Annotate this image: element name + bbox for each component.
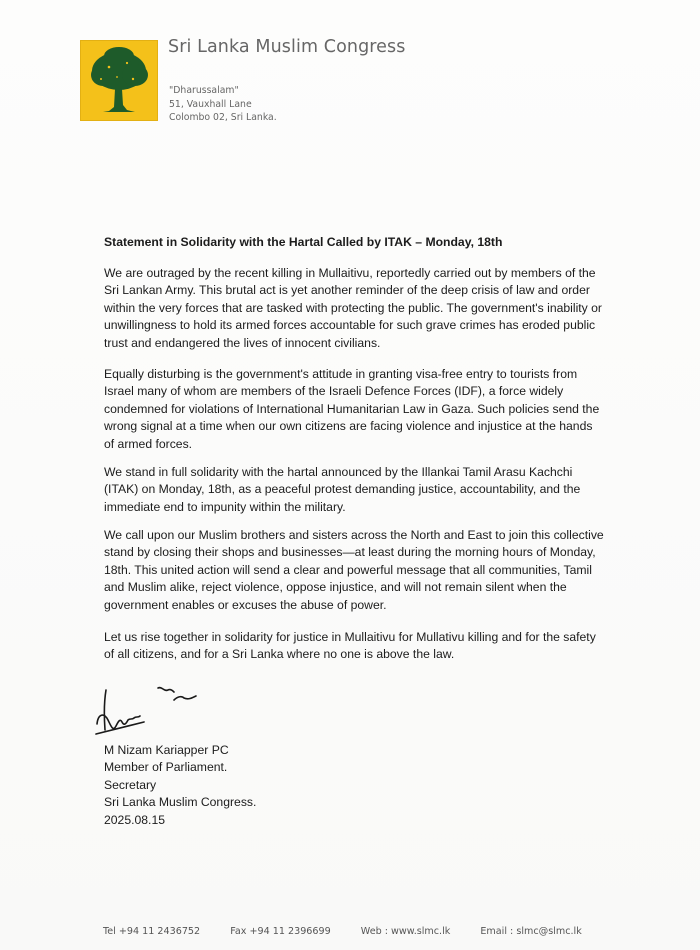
text-line: government enables or excuses the abuse of power. (104, 597, 387, 612)
text-line: of all citizens, and for a Sri Lanka where no one is above the law. (104, 647, 455, 662)
paragraph-3 (104, 464, 664, 516)
handwritten-signature (92, 684, 222, 740)
text-line: stand by closing their shops and businesses—at least during the morning hours of Monday, (104, 545, 596, 560)
text-line: We call upon our Muslim brothers and sisters across the North and East to join this collective (104, 528, 604, 542)
footer-fax: Fax +94 11 2396699 (230, 926, 331, 937)
statement-title: Statement in Solidarity with the Hartal Called by ITAK – Monday, 18th (104, 235, 503, 249)
text-line: and Muslim alike, reject violence, oppose injustice, and will not remain silent when the (104, 580, 567, 595)
text-line: (ITAK) on Monday, 18th, as a peaceful protest demanding justice, accountability, and the (104, 482, 581, 497)
paragraph-1 (104, 265, 664, 352)
address-line: 51, Vauxhall Lane (169, 98, 252, 110)
statement-date: 2025.08.15 (104, 812, 165, 827)
text-line: unwillingness to hold its armed forces accountable for such grave crimes has eroded public (104, 318, 596, 333)
text-line: 18th. This united action will send a clear and powerful message that all communities, Tamil (104, 562, 592, 577)
footer-tel: Tel +94 11 2436752 (103, 926, 201, 937)
signatory-name: M Nizam Kariapper PC (104, 743, 229, 757)
text-line: Equally disturbing is the government's attitude in granting visa-free entry to tourists from (104, 367, 578, 381)
text-line: Let us rise together in solidarity for justice in Mullaitivu for Mullativu killing and for the safety (104, 630, 596, 644)
text-line: We stand in full solidarity with the hartal announced by the Illankai Tamil Arasu Kachchi (104, 465, 573, 479)
contact-footer (103, 926, 609, 937)
text-line: We are outraged by the recent killing in Mullaitivu, reportedly carried out by members of the (104, 266, 596, 280)
signature-block (104, 742, 256, 829)
text-line: immediate end to impunity within the military. (104, 499, 346, 514)
text-line: of armed forces. (104, 436, 193, 451)
signatory-title: Secretary (104, 777, 157, 792)
address-line: Colombo 02, Sri Lanka. (169, 112, 277, 123)
paragraph-4 (104, 527, 664, 614)
text-line: condemned for violations of International Humanitarian Law in Gaza. Such policies send the (104, 401, 600, 416)
paragraph-5 (104, 629, 664, 664)
address-line: "Dharussalam" (169, 85, 239, 96)
tree-icon (81, 41, 157, 120)
text-line: wrong signal at a time when our own citizens are facing violence and injustice at the hands (104, 419, 593, 434)
paragraph-2 (104, 366, 664, 453)
footer-web: Web : www.slmc.lk (360, 926, 451, 937)
organization-name: Sri Lanka Muslim Congress (168, 37, 406, 57)
address-block (169, 84, 277, 125)
party-logo (80, 40, 158, 121)
text-line: within the very forces that are tasked with protecting the public. The government's inability or (104, 300, 602, 315)
signatory-organization: Sri Lanka Muslim Congress. (104, 795, 257, 810)
text-line: Israel many of whom are members of the Israeli Defence Forces (IDF), a force widely (104, 384, 564, 399)
text-line: trust and endangered the lives of innocent civilians. (104, 335, 381, 350)
footer-email: Email : slmc@slmc.lk (480, 926, 582, 937)
text-line: Sri Lankan Army. This brutal act is yet another reminder of the deep crisis of law and order (104, 283, 590, 298)
signatory-role: Member of Parliament. (104, 760, 228, 775)
